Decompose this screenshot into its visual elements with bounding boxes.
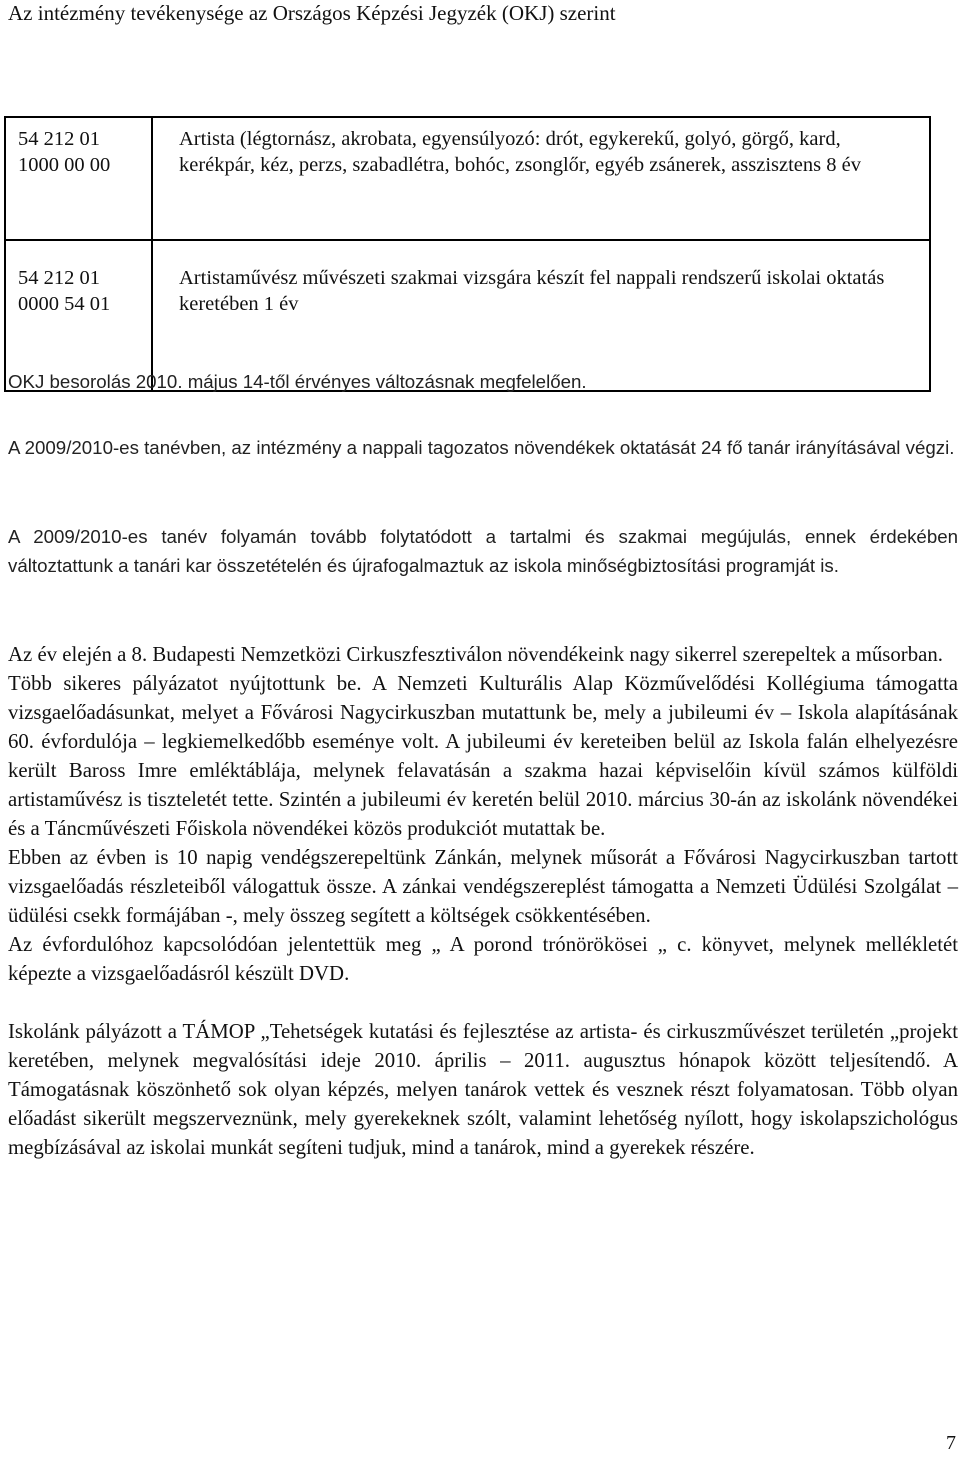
page-number: 7 [946, 1432, 956, 1454]
renewal-paragraph: A 2009/2010-es tanév folyamán tovább folytatódott a tartalmi és szakmai megújulás, ennek érdekében változtattunk a tanári kar összetételén és újrafogalmaztuk az iskola minőségbiztosítási programját is. [8, 526, 958, 576]
okj-description-cell: Artistaművész művészeti szakmai vizsgára készít fel nappali rendszerű iskolai oktatás keretében 1 év [152, 240, 930, 391]
okj-code-line: 54 212 01 [18, 267, 100, 289]
report-body [8, 640, 958, 1162]
okj-table [4, 116, 931, 392]
body-paragraph: Az évfordulóhoz kapcsolódóan jelentettük meg „ A porond trónörökösei „ c. könyvet, melynek mellékletét képezte a vizsgaelőadásról készült DVD. [8, 933, 958, 985]
okj-classification-note: OKJ besorolás 2010. május 14-től érvényes változásnak megfelelően. [8, 371, 587, 392]
okj-code-cell [5, 117, 152, 240]
okj-description-cell: Artista (légtornász, akrobata, egyensúlyozó: drót, egykerekű, golyó, görgő, kard, kerékpár, kéz, perzs, szabadlétra, bohóc, zsonglőr, egyéb zsánerek, asszisztens 8 év [152, 117, 930, 240]
staff-paragraph: A 2009/2010-es tanévben, az intézmény a nappali tagozatos növendékek oktatását 24 fő tanár irányításával végzi. [8, 437, 955, 458]
okj-table-row [5, 117, 930, 240]
okj-code-line: 0000 54 01 [18, 293, 111, 315]
body-paragraph: Iskolánk pályázott a TÁMOP „Tehetségek kutatási és fejlesztése az artista- és cirkuszművészet területén „projekt keretében, melynek megvalósítási ideje 2010. április – 2011. augusztus hónapok között teljesítendő. A Támogatásnak köszönhető sok olyan képzés, melyen tanárok vettek és vesznek részt folyamatosan. Több olyan előadást sikerült megszerveznünk, mely gyerekeknek szólt, valamint lehetőség nyílott, hogy iskolapszichológus megbízásával az iskolai munkát segíteni tudjuk, mind a tanárok, mind a gyerekek részére. [8, 1020, 958, 1159]
body-paragraph: Több sikeres pályázatot nyújtottunk be. A Nemzeti Kulturális Alap Közművelődési Kollégiuma támogatta vizsgaelőadásunkat, melyet a Fővárosi Nagycirkuszban mutattunk be, mely a jubileumi év – Iskola alapításának 60. évfordulója – legkiemelkedőbb eseménye volt. A jubileumi év kereteiben belül az Iskola falán elhelyezésre került Baross Imre emléktáblája, melynek felavatásán a szakma hazai képviselőin kívül számos külföldi artistaművész is tiszteletét tette. Szintén a jubileumi év keretén belül 2010. március 30-án az iskolánk növendékei és a Táncművészeti Főiskola növendékei közös produkciót mutattak be. [8, 672, 958, 840]
body-paragraph: Az év elején a 8. Budapesti Nemzetközi Cirkuszfesztiválon növendékeink nagy sikerrel szerepeltek a műsorban. [8, 643, 943, 666]
page-heading: Az intézmény tevékenysége az Országos Képzési Jegyzék (OKJ) szerint [8, 1, 616, 25]
okj-code-line: 54 212 01 [18, 128, 100, 150]
okj-code-line: 1000 00 00 [18, 154, 111, 176]
body-paragraph: Ebben az évben is 10 napig vendégszerepeltünk Zánkán, melynek műsorát a Fővárosi Nagycirkuszban tartott vizsgaelőadás részleteiből válogattuk össze. A zánkai vendégszereplést támogatta a Nemzeti Üdülési Szolgálat – üdülési csekk formájában -, mely összeg segített a költségek csökkentésében. [8, 846, 958, 927]
